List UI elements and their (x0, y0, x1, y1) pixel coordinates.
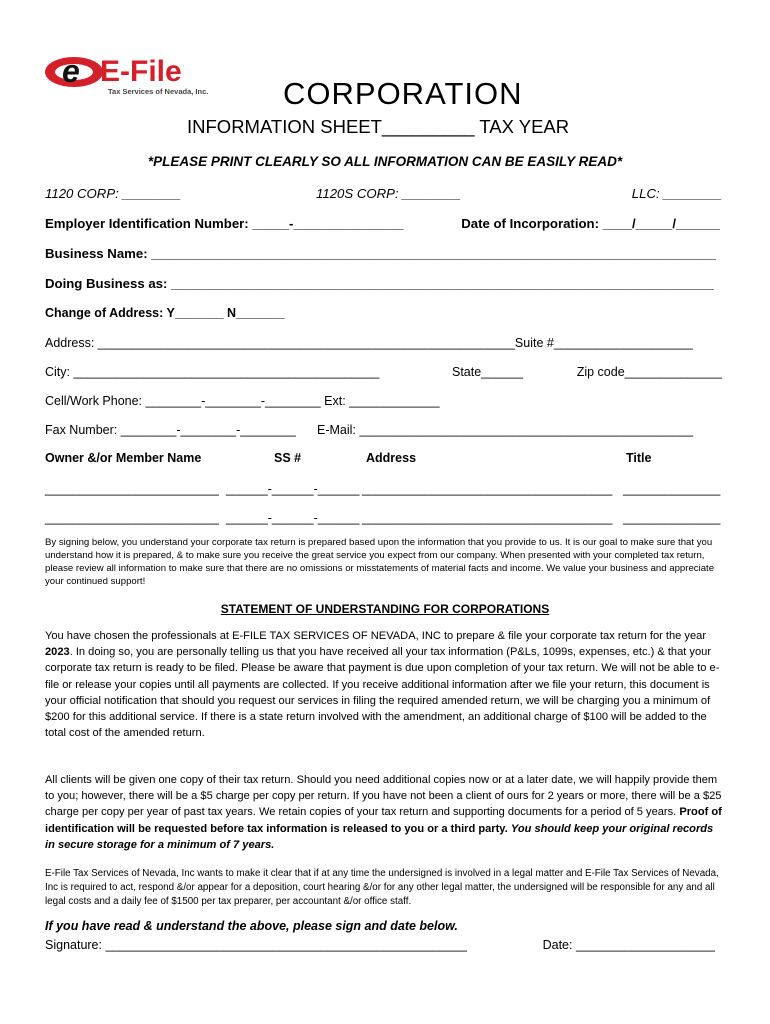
change-address-field[interactable]: Change of Address: Y_______ N_______ (45, 306, 285, 320)
signing-note: By signing below, you understand your corporate tax return is prepared based upon the information that you provide to us. It is our goal to make sure that you understand how it is prepared, & to make sure you receive the great service you expect from our company. When presented with your completed tax return, please review all information to make sure that there are no omissions or misstatements of material facts and income. We value your business and appreciate your continued support! (45, 537, 715, 587)
signature-field[interactable]: Signature: ____________________________________________________ (45, 938, 467, 952)
statement-p2-text: All clients will be given one copy of their tax return. Should you need additional copies now or at a later date, we will happily provide them to you; however, there will be a $5 charge per copy per return. If you have not been a client of ours for 2 years or more, there will be a $25 charge per copy per year of past tax years. We retain copies of your tax return and supporting documents for a period of 5 years. (45, 774, 722, 819)
statement-paragraph-2 (45, 772, 725, 853)
statement-p1-text-a: You have chosen the professionals at E-FILE TAX SERVICES OF NEVADA, INC to prepare & file your corporate tax return for the year (45, 630, 707, 642)
owner-row-2-name[interactable]: _________________________ (45, 511, 219, 525)
zip-field[interactable]: Zip code______________ (576, 365, 722, 379)
statement-p1-text-b: . In doing so, you are personally telling us that you have received all your tax information (P&Ls, 1099s, expenses, etc.) & that your corporate tax return is ready to be filed. Please be aware that payment is due upon completion of your tax return. We will not be able to e-file or release your copies until all payments are collected. If you receive additional information after we file your return, this document is your official notification that should you request our services in filing the required amended return, we will be charging you a minimum of $200 for this additional service. If there is a state return involved with the amendment, an additional charge of $100 will be added to the total cost of the amended return. (45, 646, 720, 740)
signature-prompt: If you have read & understand the above, please sign and date below. (45, 919, 458, 933)
efile-logo-icon (44, 50, 214, 98)
statement-paragraph-3: E-File Tax Services of Nevada, Inc wants to make it clear that if at any time the undersigned is involved in a legal matter and E-File Tax Services of Nevada, Inc is required to act, respond &/or appear for a deposition, court hearing &/or for any other legal matter, the undersigned will be responsible for any and all legal costs and a daily fee of $1500 per tax preparer, per accountant &/or office staff. (45, 868, 719, 907)
tax-year-value: 2023 (45, 646, 70, 659)
state-field[interactable]: State______ (452, 365, 523, 379)
statement-paragraph-1 (45, 628, 725, 741)
efile-logo (44, 50, 214, 98)
owner-row-1-title[interactable]: ______________ (623, 482, 721, 496)
fax-field[interactable]: Fax Number: ________-________-________ (45, 423, 296, 437)
svg-text:e: e (62, 53, 80, 89)
owner-row-2-address[interactable]: ____________________________________ (362, 511, 613, 525)
city-field[interactable]: City: ____________________________________________ (45, 365, 380, 379)
logo-brand-text: E-File (100, 55, 182, 88)
email-field[interactable]: E-Mail: ________________________________________________ (317, 423, 694, 437)
corp-1120s-field[interactable]: 1120S CORP: ________ (316, 186, 461, 201)
incorporation-date-field[interactable]: Date of Incorporation: ____/_____/______ (461, 216, 720, 231)
owner-row-1-name[interactable]: _________________________ (45, 482, 219, 496)
owner-title-header: Title (626, 451, 652, 465)
owner-row-2-ss[interactable]: ______-______-______ (226, 511, 360, 525)
logo-tagline-text: Tax Services of Nevada, Inc. (108, 87, 209, 96)
address-field[interactable]: Address: ____________________________________________________________Suite #____________________ (45, 336, 693, 350)
statement-p2-bold-italic: You should keep your original records in secure storage for a minimum of 7 years. (45, 822, 714, 851)
page-title: CORPORATION (283, 76, 523, 111)
owner-name-header: Owner &/or Member Name (45, 451, 202, 465)
print-instruction: *PLEASE PRINT CLEARLY SO ALL INFORMATION CAN BE EASILY READ* (147, 154, 623, 169)
owner-row-1-address[interactable]: ____________________________________ (362, 482, 613, 496)
date-field[interactable]: Date: ____________________ (542, 938, 715, 952)
corp-1120-field[interactable]: 1120 CORP: ________ (45, 186, 182, 201)
statement-heading: STATEMENT OF UNDERSTANDING FOR CORPORATIONS (220, 602, 550, 616)
owner-row-1-ss[interactable]: ______-______-______ (226, 482, 360, 496)
owner-address-header: Address (366, 451, 417, 465)
business-name-field[interactable]: Business Name: _____________________________________________________________________________ (45, 246, 717, 261)
page-subtitle: INFORMATION SHEET_________ TAX YEAR (187, 116, 570, 137)
ein-field[interactable]: Employer Identification Number: _____-_______________ (45, 216, 404, 231)
ss-header: SS # (274, 451, 302, 465)
phone-field[interactable]: Cell/Work Phone: ________-________-________ Ext: _____________ (45, 394, 440, 408)
statement-p2-bold: Proof of identification will be requested before tax information is released to you or a third party. (45, 806, 722, 835)
owner-row-2-title[interactable]: ______________ (623, 511, 721, 525)
dba-field[interactable]: Doing Business as: __________________________________________________________________________ (45, 276, 714, 291)
llc-field[interactable]: LLC: ________ (631, 186, 722, 201)
